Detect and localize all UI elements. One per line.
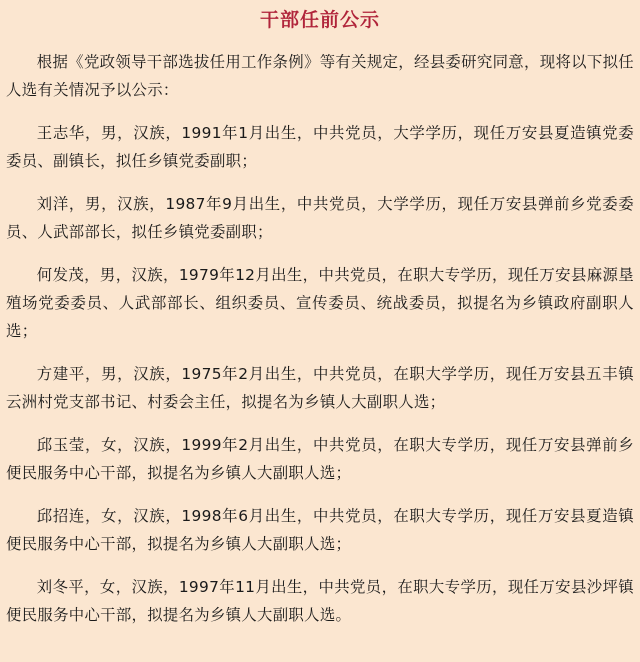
- candidate-paragraph: 刘洋，男，汉族，1987年9月出生，中共党员，大学学历，现任万安县弹前乡党委委员、人武部部长，拟任乡镇党委副职；: [6, 195, 634, 241]
- candidate-paragraph: 王志华，男，汉族，1991年1月出生，中共党员，大学学历，现任万安县夏造镇党委委员、副镇长，拟任乡镇党委副职；: [6, 124, 634, 170]
- page-title: 干部任前公示: [259, 9, 380, 31]
- candidate-paragraph: 邱玉莹，女，汉族，1999年2月出生，中共党员，在职大专学历，现任万安县弹前乡便民服务中心干部，拟提名为乡镇人大副职人选；: [6, 436, 634, 482]
- candidate-paragraph: 何发茂，男，汉族，1979年12月出生，中共党员，在职大专学历，现任万安县麻源垦殖场党委委员、人武部部长、组织委员、宣传委员、统战委员，拟提名为乡镇政府副职人选；: [6, 266, 634, 340]
- candidate-paragraph: 邱招连，女，汉族，1998年6月出生，中共党员，在职大专学历，现任万安县夏造镇便民服务中心干部，拟提名为乡镇人大副职人选；: [6, 507, 634, 553]
- candidate-paragraph: 刘冬平，女，汉族，1997年11月出生，中共党员，在职大专学历，现任万安县沙坪镇便民服务中心干部，拟提名为乡镇人大副职人选。: [6, 578, 634, 624]
- candidate-paragraph: 方建平，男，汉族，1975年2月出生，中共党员，在职大学学历，现任万安县五丰镇云洲村党支部书记、村委会主任，拟提名为乡镇人大副职人选；: [6, 365, 634, 411]
- intro-paragraph: 根据《党政领导干部选拔任用工作条例》等有关规定，经县委研究同意，现将以下拟任人选有关情况予以公示：: [6, 53, 634, 99]
